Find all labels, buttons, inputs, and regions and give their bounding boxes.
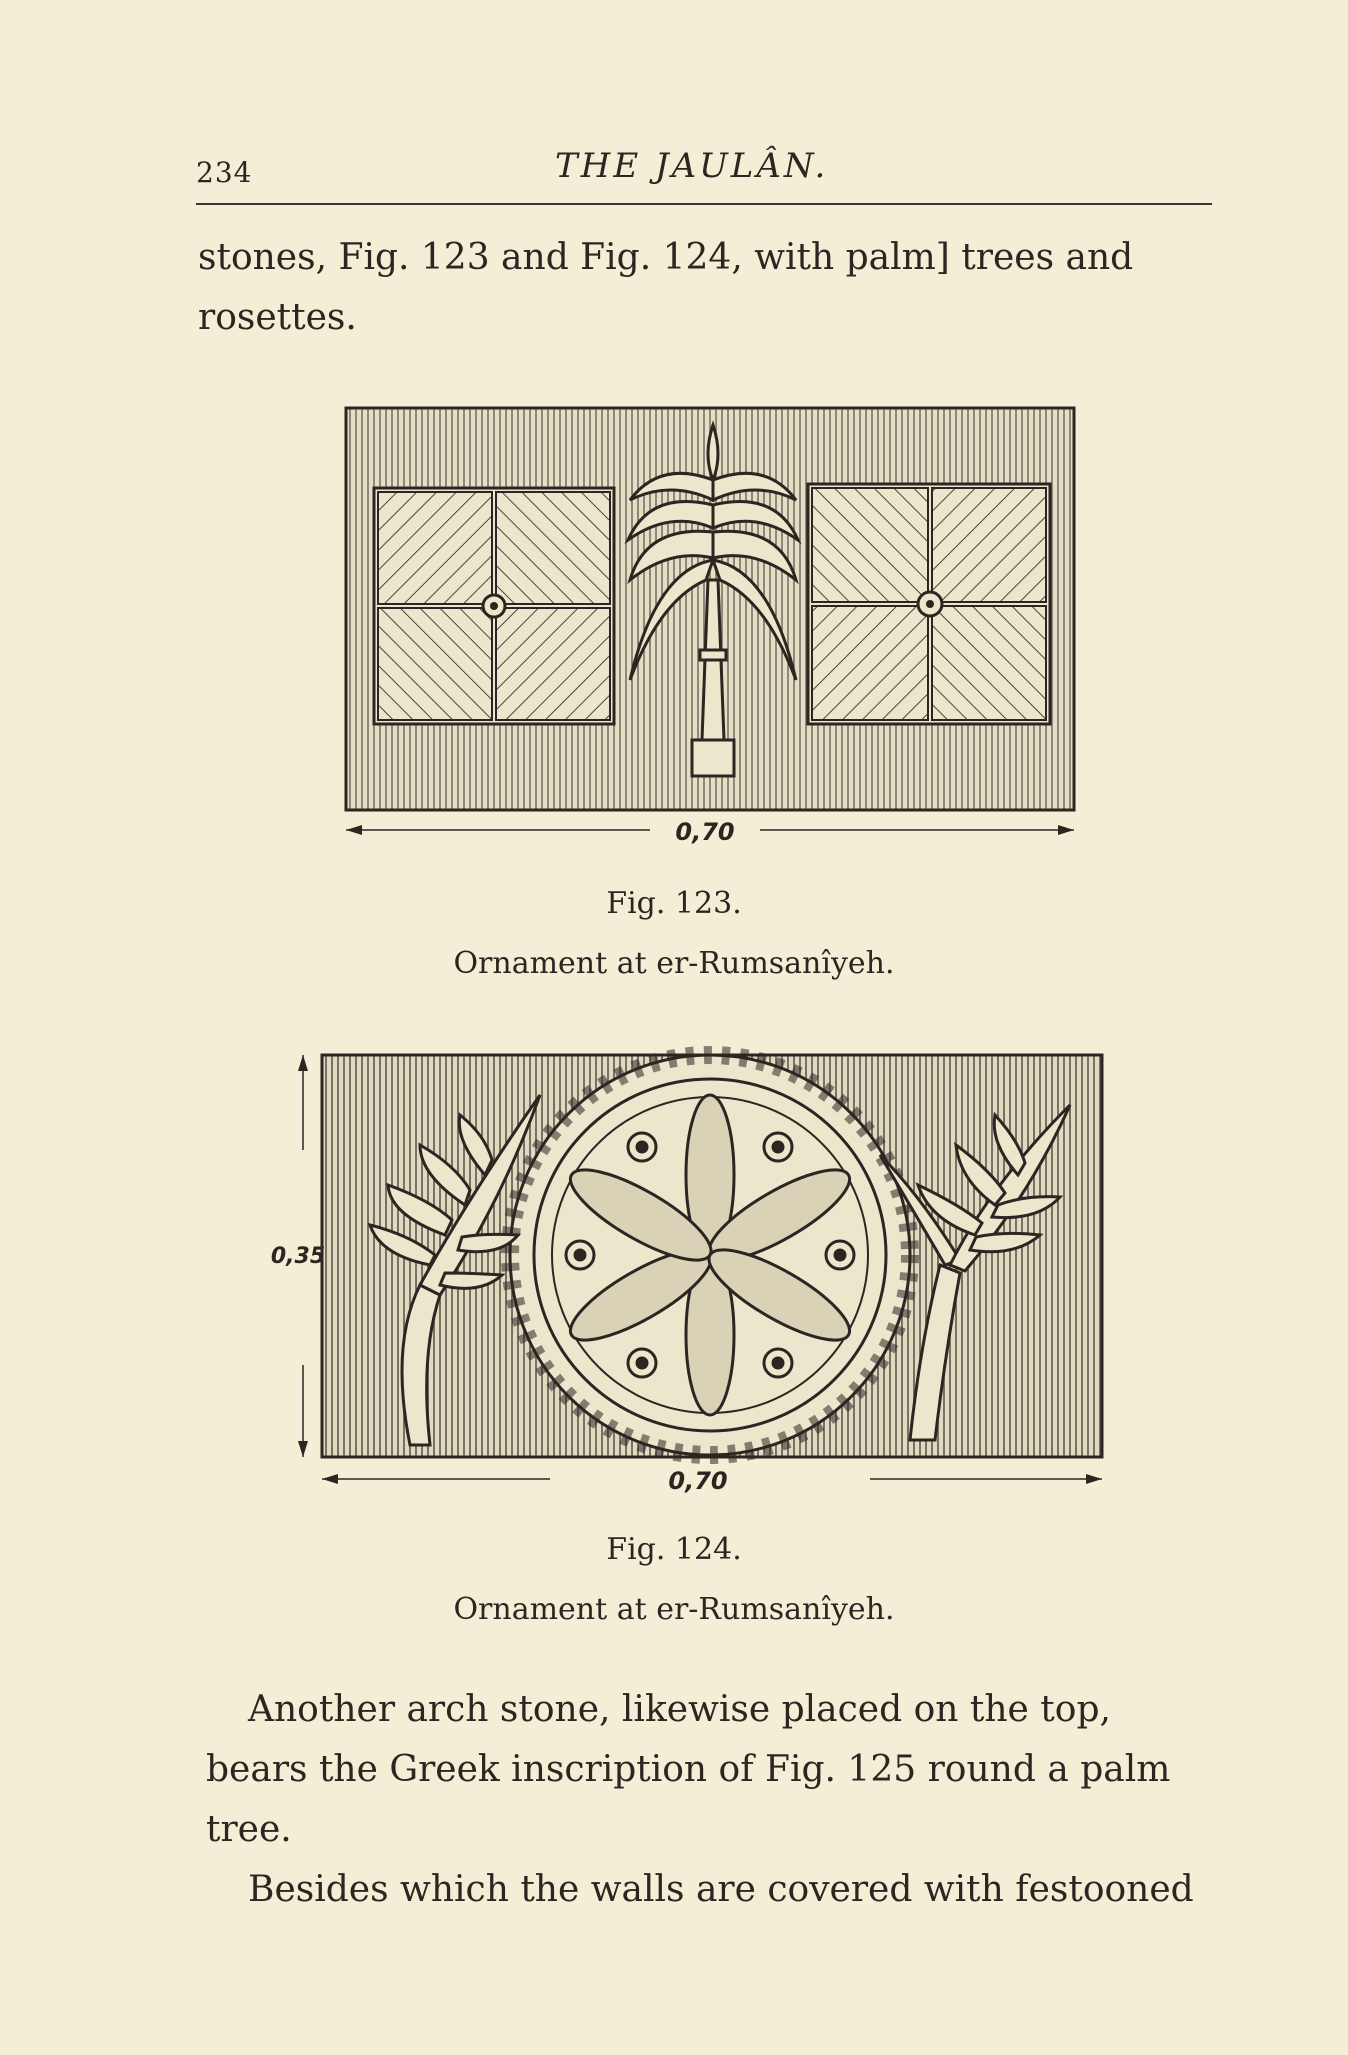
rosette-roundel <box>510 1055 910 1455</box>
closing-paragraph <box>206 1680 1222 1920</box>
closing-line-2: bears the Greek inscription of Fig. 125 round a palm <box>206 1749 1171 1790</box>
figure-123-caption: Ornament at er-Rumsanîyeh. <box>453 946 895 981</box>
closing-line-4: Besides which the walls are covered with festooned <box>248 1869 1194 1910</box>
running-title: THE JAULÂN. <box>555 146 829 186</box>
figure-124-label: Fig. 124. <box>606 1532 742 1567</box>
intro-line-1: stones, Fig. 123 and Fig. 124, with palm] trees and <box>198 237 1134 278</box>
closing-line-1: Another arch stone, likewise placed on the top, <box>248 1689 1111 1730</box>
page-number: 234 <box>196 156 253 189</box>
intro-line-2: rosettes. <box>198 297 357 338</box>
intro-paragraph <box>198 228 1218 348</box>
figure-124-caption: Ornament at er-Rumsanîyeh. <box>453 1592 895 1627</box>
figure-123-label: Fig. 123. <box>606 886 742 921</box>
left-rosette-square <box>374 488 614 724</box>
figure-124-width-label: 0,70 <box>668 1467 728 1495</box>
figure-124-illustration <box>270 1045 1110 1505</box>
figure-124-height-label: 0,35 <box>270 1244 326 1269</box>
closing-line-3: tree. <box>206 1809 292 1850</box>
figure-123-width-label: 0,70 <box>675 818 735 846</box>
figure-123-illustration <box>330 400 1090 855</box>
right-rosette-square <box>808 484 1050 724</box>
header-rule <box>196 203 1212 205</box>
